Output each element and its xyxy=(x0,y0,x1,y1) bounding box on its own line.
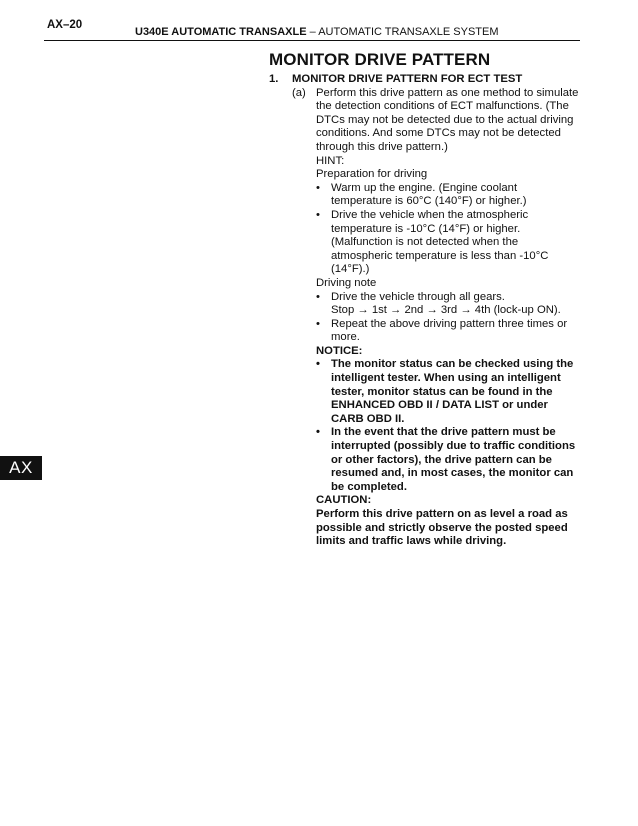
list-item xyxy=(316,358,581,426)
note-heading: Driving note xyxy=(316,276,377,289)
note-item-line: Drive the vehicle through all gears. xyxy=(331,290,505,303)
step-number: 1. xyxy=(269,73,279,85)
substep-a xyxy=(292,87,581,549)
header-system: AUTOMATIC TRANSAXLE SYSTEM xyxy=(318,26,499,38)
prep-heading: Preparation for driving xyxy=(316,168,428,181)
bullet-icon: • xyxy=(316,426,320,439)
bullet-icon: • xyxy=(316,208,320,221)
list-item xyxy=(316,426,581,494)
substep-body xyxy=(316,87,581,549)
gear-sequence: Stop → 1st → 2nd → 3rd → 4th (lock-up ON). xyxy=(331,304,561,317)
list-item xyxy=(316,318,581,345)
caution-text: Perform this drive pattern on as level a road as possible and strictly observe the posted speed limits and traffic laws while driving. xyxy=(316,508,568,548)
bullet-icon: • xyxy=(316,290,320,303)
bullet-icon: • xyxy=(316,358,320,371)
header-separator: – xyxy=(309,26,316,38)
notice-item-text: The monitor status can be checked using the intelligent tester. When using an intelligent tester, monitor status can be found in the ENHANCED OBD II / DATA LIST or under CARB OBD II. xyxy=(331,358,574,425)
header-divider xyxy=(44,40,580,41)
notice-item-text: In the event that the drive pattern must be interrupted (possibly due to traffic conditions or other factors), the drive pattern can be resumed and, in most cases, the monitor can be completed. xyxy=(331,426,576,493)
section-tab-ax: AX xyxy=(0,456,42,480)
prep-item-text: Warm up the engine. (Engine coolant temperature is 60°C (140°F) or higher.) xyxy=(331,181,527,208)
caution-label: CAUTION: xyxy=(316,494,372,507)
notice-label: NOTICE: xyxy=(316,344,363,357)
running-header xyxy=(135,26,499,38)
bullet-icon: • xyxy=(316,181,320,194)
list-item xyxy=(316,291,581,318)
prep-item-text: Drive the vehicle when the atmospheric temperature is -10°C (14°F) or higher. (Malfunction is not detected when the atmospheric temperature is less than -10°C (14°F).) xyxy=(331,208,549,276)
step-title: MONITOR DRIVE PATTERN FOR ECT TEST xyxy=(292,73,523,85)
list-item xyxy=(316,182,581,209)
procedure-content xyxy=(269,73,581,549)
note-item-text: Repeat the above driving pattern three times or more. xyxy=(331,317,568,344)
list-item xyxy=(316,209,581,277)
bullet-icon: • xyxy=(316,317,320,330)
hint-label: HINT: xyxy=(316,154,345,167)
step-1 xyxy=(269,73,581,87)
section-title: MONITOR DRIVE PATTERN xyxy=(269,50,491,69)
page-number: AX–20 xyxy=(47,19,83,31)
intro-text: Perform this drive pattern as one method to simulate the detection conditions of ECT malfunctions. (The DTCs may not be detected due to the actual driving conditions. And some DTCs may not be detected through this drive pattern.) xyxy=(316,86,579,153)
header-model: U340E AUTOMATIC TRANSAXLE xyxy=(135,26,307,38)
substep-label: (a) xyxy=(292,86,306,99)
